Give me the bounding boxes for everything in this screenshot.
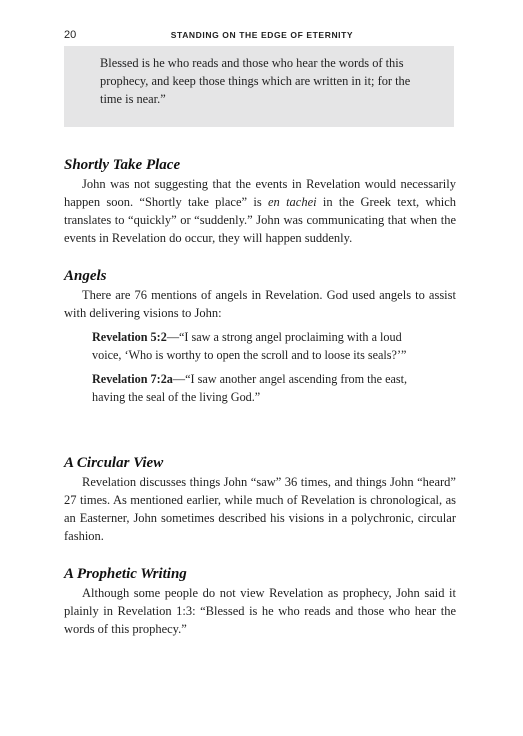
page-number: 20	[64, 29, 77, 41]
running-title: STANDING ON THE EDGE OF ETERNITY	[170, 30, 354, 40]
verse-reference: Revelation 5:2	[92, 330, 167, 344]
quote-box	[64, 46, 454, 127]
paragraph-text: John was not suggesting that the events in Revelation would necessarily happen soon. “Shortly take place” is	[64, 177, 456, 209]
section-paragraph	[64, 175, 456, 247]
verse-reference: Revelation 7:2a	[92, 372, 173, 386]
section-shortly-take-place	[64, 156, 456, 247]
section-heading: Angels	[64, 268, 107, 284]
quote-text: Blessed is he who reads and those who hear the words of this prophecy, and keep those things which are written in it; for the time is near.”	[100, 56, 411, 106]
section-prophetic-writing	[64, 565, 456, 638]
paragraph-text: in the Greek text, which translates to “quickly” or “suddenly.” John was communicating that when the events in Revelation do occur, they will happen suddenly.	[64, 195, 456, 245]
verse-quote	[64, 370, 456, 406]
section-paragraph: Revelation discusses things John “saw” 36 times, and things John “heard” 27 times. As mentioned earlier, while much of Revelation is chronological, as an Easterner, John sometimes described his visions in a polychronic, circular fashion.	[64, 475, 456, 543]
section-paragraph: There are 76 mentions of angels in Revelation. God used angels to assist with delivering visions to John:	[64, 288, 456, 320]
running-header	[64, 28, 460, 42]
section-heading: A Prophetic Writing	[64, 566, 187, 582]
verse-text: —“I saw another angel ascending from the east, having the seal of the living God.”	[92, 372, 408, 404]
section-circular-view	[64, 454, 456, 545]
greek-phrase: en tachei	[267, 195, 317, 209]
section-paragraph: Although some people do not view Revelation as prophecy, John said it plainly in Revelation 1:3: “Blessed is he who reads and those who hear the words of this prophecy.”	[64, 586, 456, 636]
section-angels	[64, 267, 456, 406]
section-heading: Shortly Take Place	[64, 157, 181, 173]
section-heading: A Circular View	[64, 455, 164, 471]
verse-quote	[64, 328, 456, 364]
verse-text: —“I saw a strong angel proclaiming with a loud voice, ‘Who is worthy to open the scroll and to loose its seals?’”	[92, 330, 407, 362]
